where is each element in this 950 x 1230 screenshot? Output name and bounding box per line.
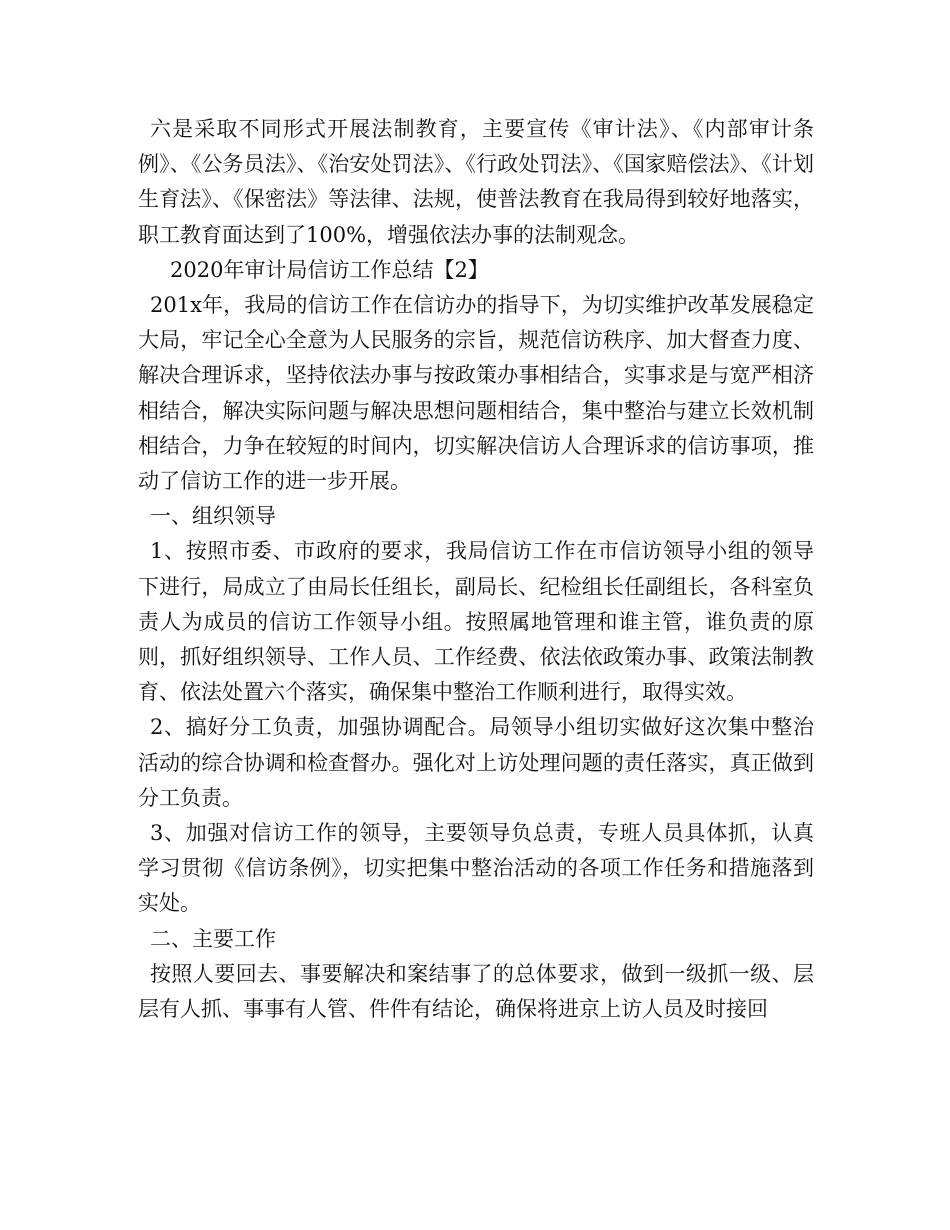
paragraph-item-2: 2、搞好分工负责，加强协调配合。局领导小组切实做好这次集中整治活动的综合协调和检查督办。强化对上访处理问题的责任落实，真正做到分工负责。 [138, 715, 814, 810]
heading-main-work: 二、主要工作 [150, 926, 276, 951]
section-title: 2020年审计局信访工作总结【2】 [170, 257, 489, 282]
paragraph-item-3: 3、加强对信访工作的领导，主要领导负总责，专班人员具体抓，认真学习贯彻《信访条例》，切实把集中整治活动的各项工作任务和措施落到实处。 [138, 821, 814, 916]
heading-organization: 一、组织领导 [150, 504, 276, 529]
paragraph-main-work: 按照人要回去、事要解决和案结事了的总体要求，做到一级抓一级、层层有人抓、事事有人管、件件有结论，确保将进京上访人员及时接回 [138, 961, 814, 1022]
paragraph-legal-education: 六是采取不同形式开展法制教育，主要宣传《审计法》、《内部审计条例》、《公务员法》、《治安处罚法》、《行政处罚法》、《国家赔偿法》、《计划生育法》、《保密法》等法律、法规，使普法教育在我局得到较好地落实，职工教育面达到了100%，增强依法办事的法制观念。 [138, 117, 814, 247]
paragraph-intro: 201x年，我局的信访工作在信访办的指导下，为切实维护改革发展稳定大局，牢记全心全意为人民服务的宗旨，规范信访秩序、加大督查力度、解决合理诉求，坚持依法办事与按政策办事相结合，实事求是与宽严相济相结合，解决实际问题与解决思想问题相结合，集中整治与建立长效机制相结合，力争在较短的时间内，切实解决信访人合理诉求的信访事项，推动了信访工作的进一步开展。 [138, 293, 814, 494]
paragraph-item-1: 1、按照市委、市政府的要求，我局信访工作在市信访领导小组的领导下进行，局成立了由局长任组长，副局长、纪检组长任副组长，各科室负责人为成员的信访工作领导小组。按照属地管理和谁主管，谁负责的原则，抓好组织领导、工作人员、工作经费、依法依政策办事、政策法制教育、依法处置六个落实，确保集中整治工作顺利进行，取得实效。 [138, 539, 814, 705]
document-body [138, 112, 814, 1027]
